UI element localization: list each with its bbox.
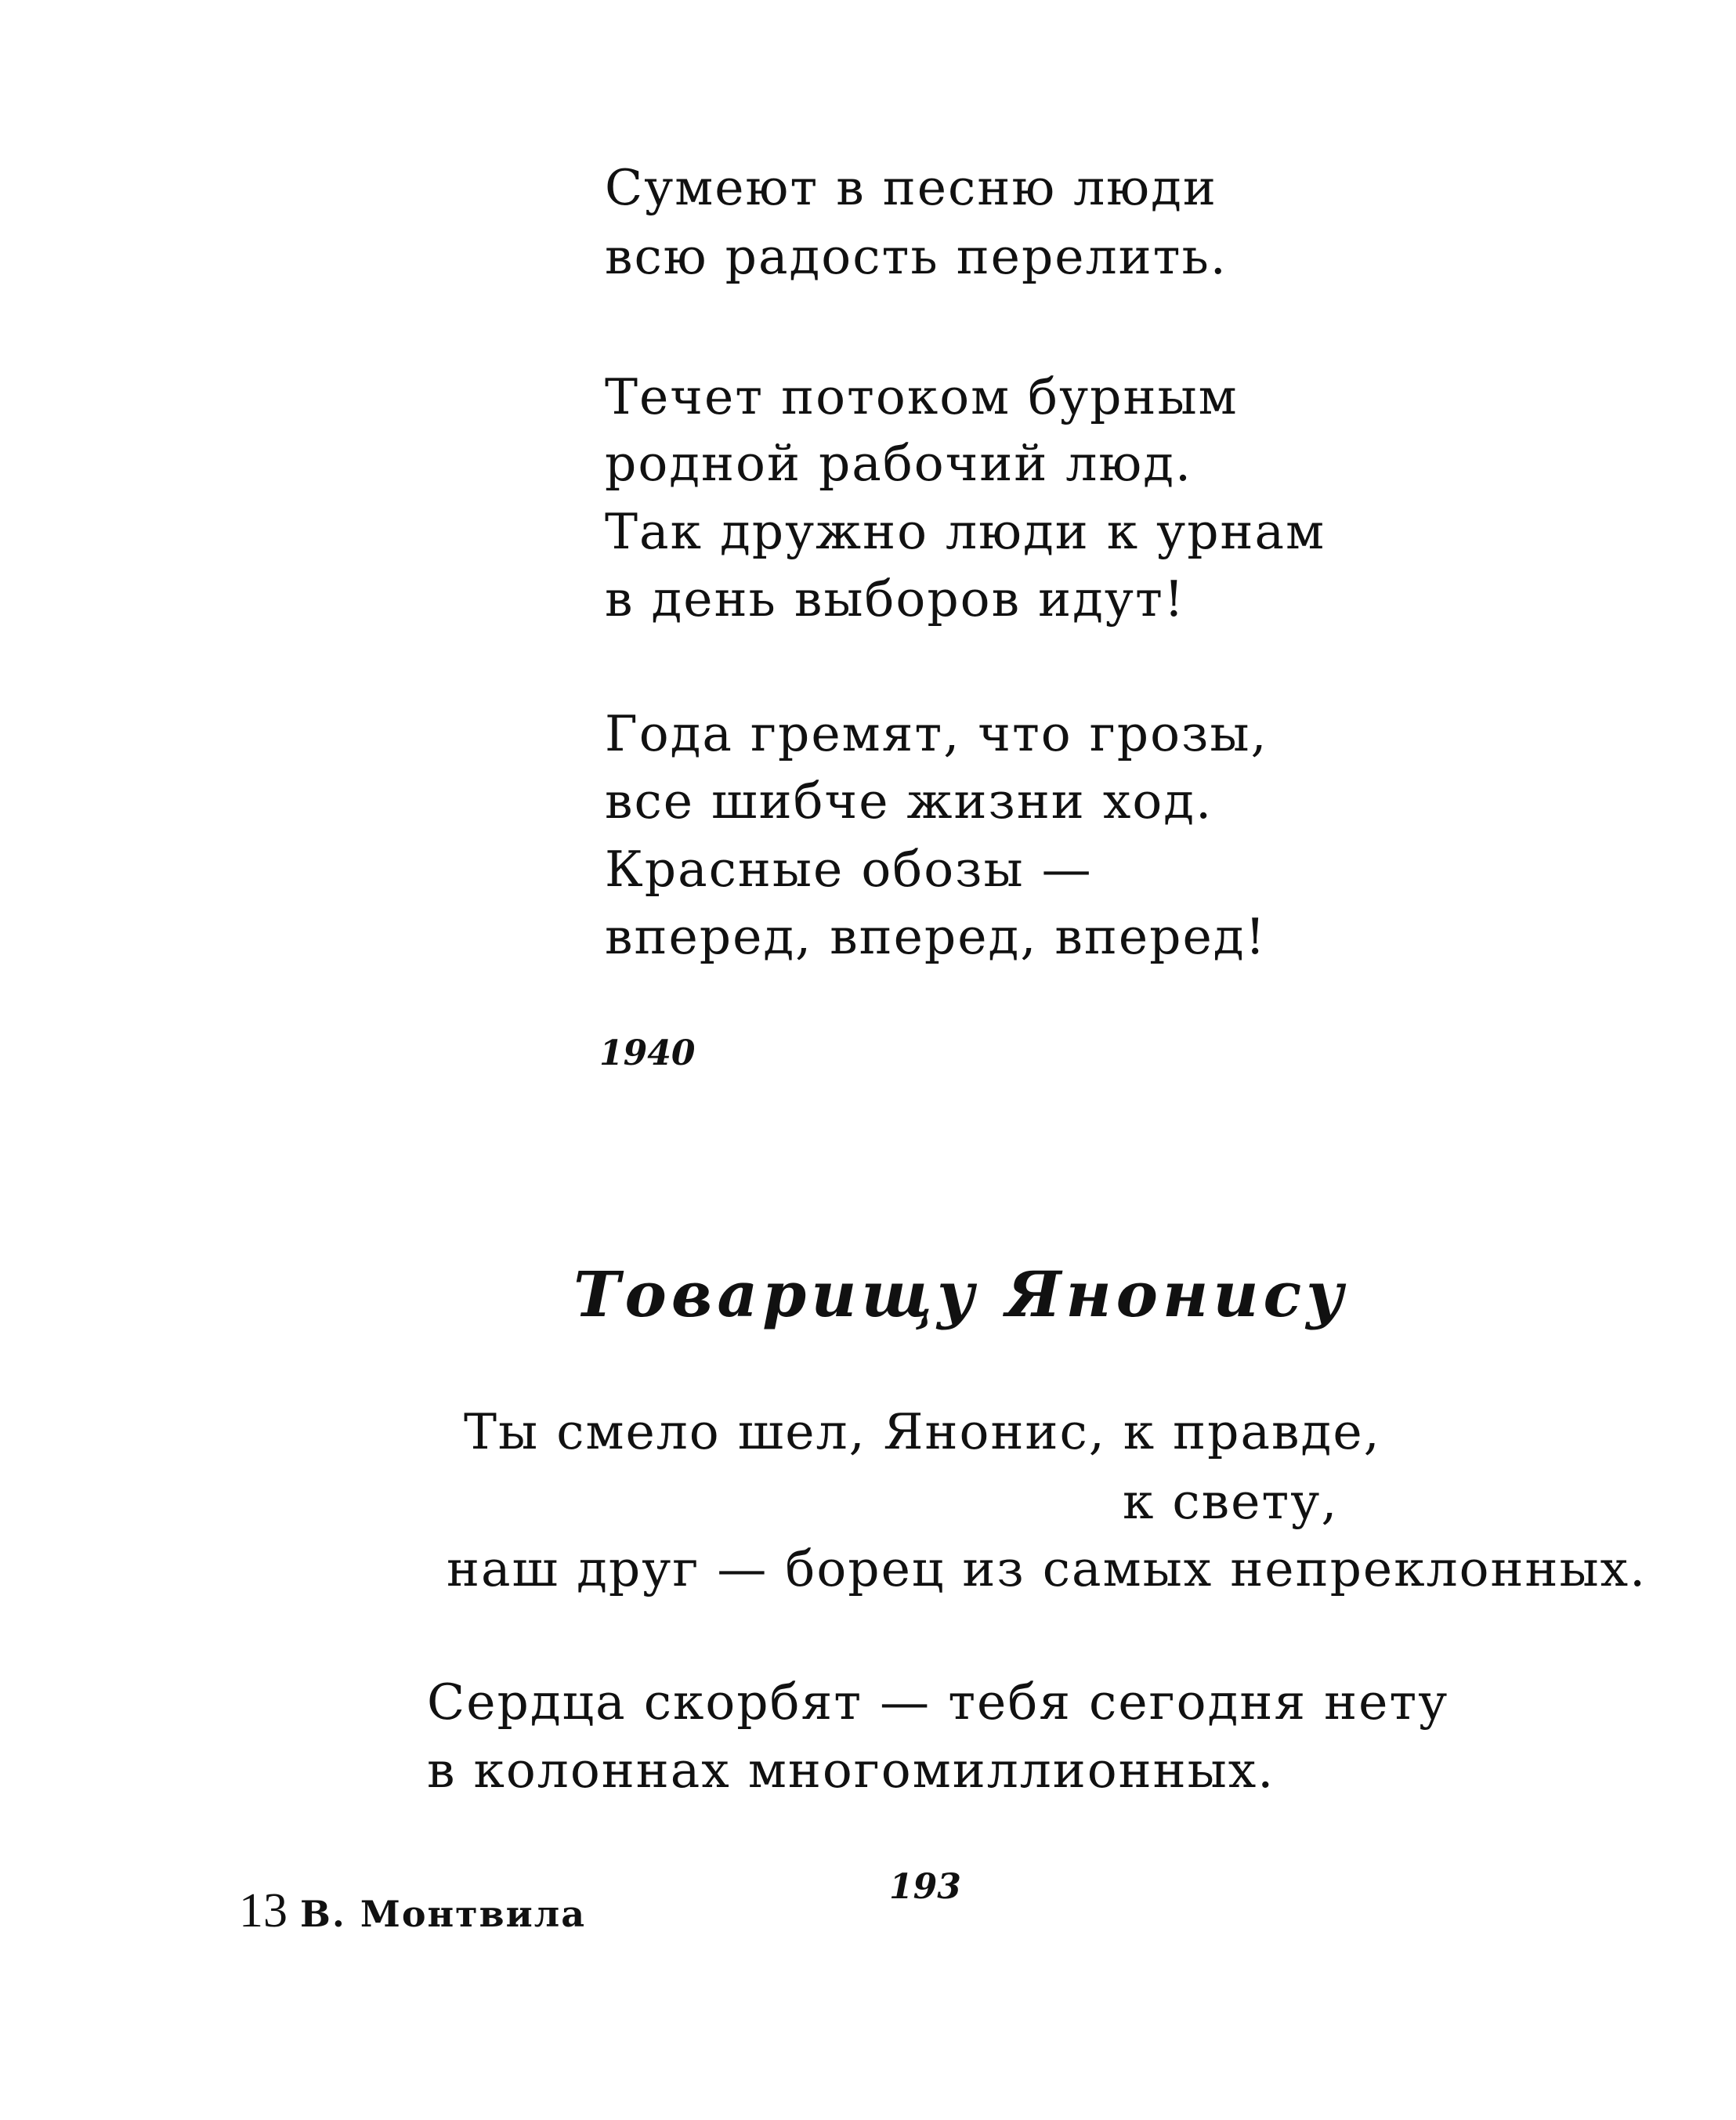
poem2-line: к свету,	[1123, 1473, 1339, 1530]
poem2-title: Товарищу Янонису	[573, 1257, 1349, 1331]
poem1-line: все шибче жизни ход.	[605, 772, 1213, 830]
poem1-line: Течет потоком бурным	[605, 368, 1239, 425]
page-number: 193	[889, 1867, 961, 1907]
poem1-line: Так дружно люди к урнам	[605, 503, 1326, 560]
poem2-line: Ты смело шел, Янонис, к правде,	[464, 1403, 1381, 1460]
signature-number: 13	[239, 1884, 288, 1937]
poem1-line: всю радость перелить.	[605, 228, 1228, 285]
signature-author: В. Монтвила	[300, 1893, 587, 1935]
poem1-line: родной рабочий люд.	[605, 435, 1193, 492]
poem1-line: в день выборов идут!	[605, 570, 1186, 628]
poem2-line: Сердца скорбят — тебя сегодня нету	[427, 1673, 1449, 1731]
printer-signature	[239, 1884, 587, 1937]
poem1-line: вперед, вперед, вперед!	[605, 908, 1267, 965]
poem2-line: наш друг — борец из самых непреклонных.	[447, 1540, 1647, 1597]
poem1-line: Года гремят, что грозы,	[605, 705, 1268, 762]
poem2-line: в колоннах многомиллионных.	[427, 1742, 1275, 1799]
poem1-line: Сумеют в песню люди	[605, 159, 1217, 216]
poem1-year: 1940	[599, 1033, 696, 1073]
poem1-line: Красные обозы —	[605, 841, 1093, 898]
